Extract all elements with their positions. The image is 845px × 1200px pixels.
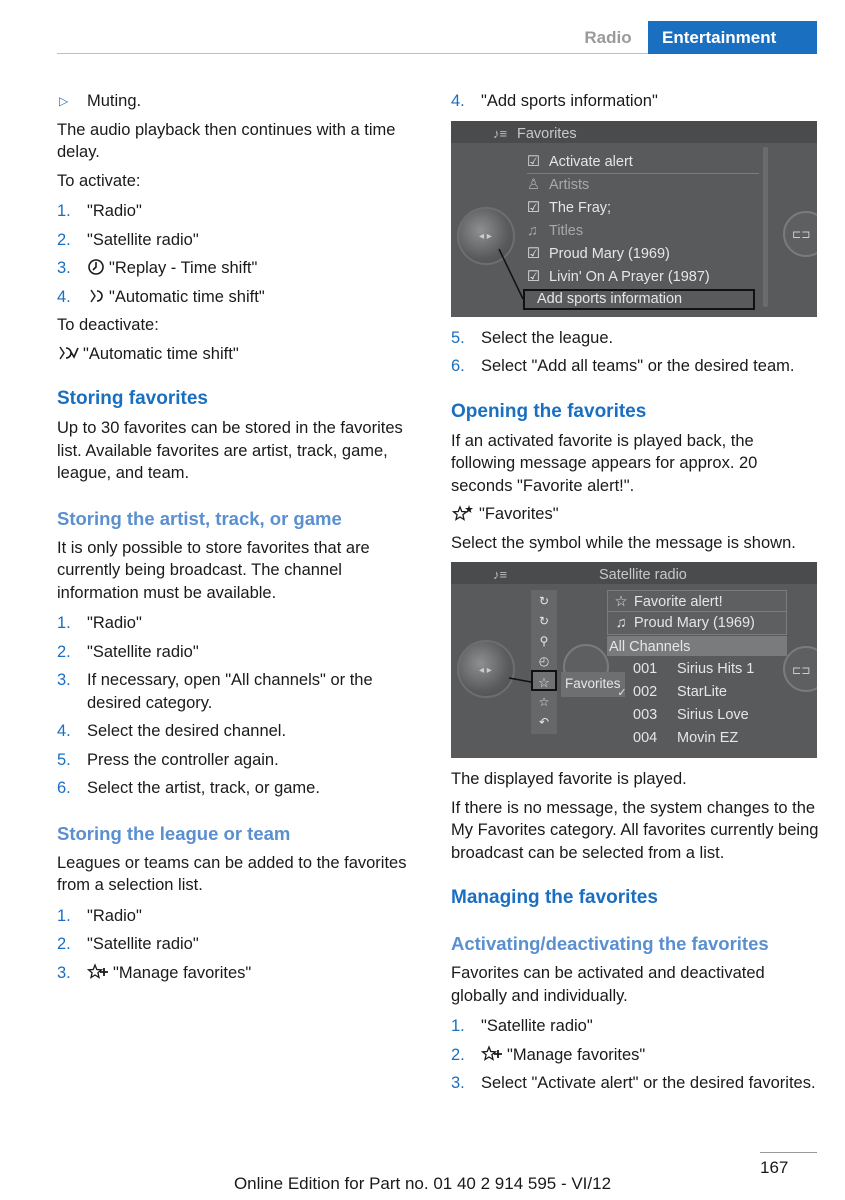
list-item: 6. Select "Add all teams" or the desired team. bbox=[451, 357, 795, 375]
paragraph: It is only possible to store favorites that are currently being broadcast. The channel information must be available. bbox=[57, 538, 370, 602]
heading-storing-favorites: Storing favorites bbox=[57, 388, 208, 409]
add-sports-highlight: Add sports information bbox=[523, 289, 755, 310]
list-item: 3. If necessary, open "All channels" or the desired category. bbox=[57, 671, 373, 712]
check-icon: ☑ bbox=[527, 153, 540, 170]
bullet-muting: ▷ Muting. bbox=[57, 90, 427, 113]
paragraph: Leagues or teams can be added to the favorites from a selection list. bbox=[57, 853, 407, 894]
heading-storing-league: Storing the league or team bbox=[57, 822, 291, 844]
step-4 bbox=[451, 90, 821, 113]
list-item: 1. "Radio" bbox=[57, 614, 142, 632]
activate-steps bbox=[57, 200, 427, 308]
list-item: 1. "Radio" bbox=[57, 906, 142, 925]
paragraph: To activate: bbox=[57, 171, 141, 190]
radio-settings-icon: ♪≡ bbox=[493, 567, 508, 582]
page-number: 167 bbox=[760, 1158, 789, 1177]
list-item: 3. "Manage favorites" bbox=[57, 963, 252, 982]
channel-row: 004 Movin EZ bbox=[633, 730, 739, 746]
list-item: 3. "Replay - Time shift" bbox=[57, 259, 258, 277]
menu-icon-search: ⚲ bbox=[539, 634, 549, 648]
triangle-bullet-icon: ▷ bbox=[59, 94, 69, 108]
paragraph: If an activated favorite is played back, the following message appears for approx. 20 seconds "Favorite alert!". bbox=[451, 431, 758, 495]
paragraph: The audio playback then continues with a time delay. bbox=[57, 120, 396, 161]
heading-activating: Activating/deactivating the favorites bbox=[451, 933, 769, 954]
favorites-settings-icon: ♪≡ bbox=[493, 125, 508, 141]
option-icon: ⊏⊐ bbox=[792, 665, 811, 677]
check-icon: ☑ bbox=[527, 199, 540, 216]
channel-panel bbox=[607, 590, 787, 656]
paragraph: If there is no message, the system changes to the My Favorites category. All favorites currently being broadcast can be selected from a list. bbox=[451, 798, 819, 862]
callout-line bbox=[451, 121, 817, 317]
screen-title: Satellite radio bbox=[599, 567, 687, 583]
list-item: ☑ Livin' On A Prayer (1987) bbox=[527, 266, 759, 289]
left-column bbox=[57, 90, 427, 990]
list-item: 2. "Manage favorites" bbox=[451, 1045, 646, 1064]
list-item: 2. "Satellite radio" bbox=[57, 642, 199, 661]
list-item: 3. Select "Activate alert" or the desired favorites. bbox=[451, 1074, 816, 1092]
paragraph: To deactivate: bbox=[57, 316, 159, 334]
list-item: ☑ The Fray; bbox=[527, 197, 759, 220]
check-mark-icon: ✓ bbox=[617, 687, 627, 699]
auto-time-shift-icon bbox=[87, 287, 105, 305]
paragraph: Up to 30 favorites can be stored in the favorites list. Available favorites are artist, track, game, league, and team. bbox=[57, 419, 403, 482]
note-icon: ♫ bbox=[527, 222, 538, 239]
manage-steps bbox=[451, 1015, 821, 1095]
channel-row: 001 Sirius Hits 1 bbox=[633, 661, 755, 677]
heading-opening-favorites: Opening the favorites bbox=[451, 400, 647, 422]
manage-favorites-icon bbox=[481, 1045, 503, 1063]
heading-managing-favorites: Managing the favorites bbox=[451, 887, 658, 908]
header-section-radio: Radio bbox=[584, 28, 632, 47]
paragraph: Favorites can be activated and deactivated globally and individually. bbox=[451, 964, 765, 1005]
list-item: 5. Press the controller again. bbox=[57, 750, 279, 769]
list-item: ☑ Activate alert bbox=[527, 151, 759, 174]
dial-arrows-icon: ◂ ▸ bbox=[479, 230, 492, 242]
page-number-rule bbox=[760, 1152, 817, 1153]
favorites-screenshot bbox=[451, 121, 817, 317]
list-item: ☑ Proud Mary (1969) bbox=[527, 243, 759, 266]
list-item: 1. "Satellite radio" bbox=[451, 1017, 593, 1035]
replay-icon bbox=[87, 258, 105, 276]
list-item: 6. Select the artist, track, or game. bbox=[57, 779, 320, 797]
favorites-line: "Favorites" bbox=[451, 503, 821, 526]
menu-icon-manage-favorites: ☆ bbox=[538, 695, 550, 709]
list-item: 4. "Add sports information" bbox=[451, 92, 658, 110]
channel-row: ✓ 002 StarLite bbox=[611, 681, 791, 704]
league-steps bbox=[57, 905, 427, 985]
channel-list bbox=[611, 658, 791, 750]
menu-icon-back: ↶ bbox=[538, 715, 550, 729]
artist-icon: ♙ bbox=[527, 176, 540, 193]
paragraph: Select the symbol while the message is shown. bbox=[451, 533, 796, 552]
channel-row: 003 Sirius Love bbox=[633, 707, 749, 723]
right-column bbox=[451, 90, 821, 1101]
heading-storing-artist: Storing the artist, track, or game bbox=[57, 507, 342, 529]
menu-icon-replay: ◴ bbox=[538, 654, 550, 668]
artist-steps bbox=[57, 612, 427, 800]
favorites-tooltip: Favorites bbox=[561, 672, 625, 697]
option-icon: ⊏⊐ bbox=[792, 228, 811, 241]
list-item: ♙ Artists bbox=[527, 174, 759, 197]
check-icon: ☑ bbox=[527, 268, 540, 285]
header-section-entertainment: Entertainment bbox=[648, 21, 817, 54]
list-item: ♫ Titles bbox=[527, 220, 759, 243]
edition-footer: Online Edition for Part no. 01 40 2 914 595 - VI/12 bbox=[233, 1174, 612, 1193]
list-item: 4. "Automatic time shift" bbox=[57, 287, 265, 306]
menu-icon-favorites: ☆ bbox=[531, 670, 557, 691]
auto-time-shift-off-icon bbox=[57, 344, 79, 362]
list-item: 1. "Radio" bbox=[57, 202, 142, 220]
list-item: 2. "Satellite radio" bbox=[57, 935, 199, 953]
all-channels-row: All Channels bbox=[607, 636, 787, 656]
list-item: 5. Select the league. bbox=[451, 328, 614, 347]
menu-icon-reload-list: ↻ bbox=[538, 614, 550, 628]
song-row: ♫ Proud Mary (1969) bbox=[607, 612, 787, 635]
page-header bbox=[0, 0, 845, 56]
favorites-star-icon bbox=[451, 504, 475, 522]
dial-arrows-icon: ◂ ▸ bbox=[479, 665, 492, 676]
list-item: 4. Select the desired channel. bbox=[57, 722, 287, 740]
note-icon: ♫ bbox=[615, 615, 627, 631]
paragraph: The displayed favorite is played. bbox=[451, 770, 687, 788]
steps-5-6 bbox=[451, 327, 821, 378]
alert-row: ☆ Favorite alert! bbox=[607, 590, 787, 612]
list-item: 2. "Satellite radio" bbox=[57, 230, 199, 249]
menu-icon-reload: ↻ bbox=[538, 594, 550, 608]
manage-favorites-icon bbox=[87, 963, 109, 981]
star-icon: ☆ bbox=[614, 594, 628, 610]
check-icon: ☑ bbox=[527, 245, 540, 262]
satellite-radio-screenshot bbox=[451, 562, 817, 758]
deactivate-line: "Automatic time shift" bbox=[57, 343, 427, 366]
screen-title: Favorites bbox=[517, 125, 577, 142]
